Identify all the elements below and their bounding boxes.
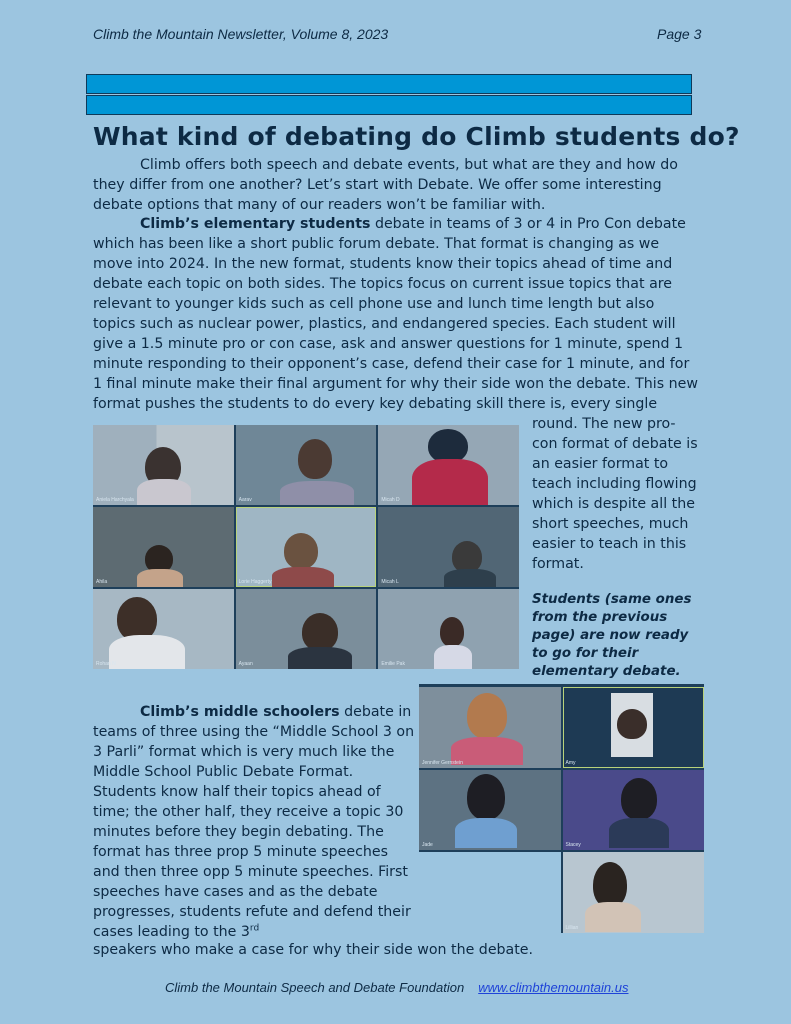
participant-name: Jennifer Gernstein xyxy=(422,759,463,766)
video-tile xyxy=(93,507,234,587)
participant-name: Lorie Haggerty xyxy=(238,579,272,585)
middle-school-text: debate in teams of three using the “Middle School 3 on 3 Parli” format which is very much like the Middle School Public Debate Format. Students know half their topics ahead of time; the other half, they receive a topic 30 minutes before they begin debating. The format has three prop 5 minute speeches and then three opp 5 minute speeches. First speeches have cases and as the debate progresses, students refute and defend their cases leading to the 3 xyxy=(93,704,415,940)
participant-name: Ahila xyxy=(96,579,108,585)
participant-name: Aarav xyxy=(238,497,252,503)
participant-name: Emilie Pak xyxy=(381,661,405,667)
page-number: Page 3 xyxy=(657,26,702,42)
middle-school-zoom-photo xyxy=(419,684,704,933)
middle-school-paragraph xyxy=(93,702,415,942)
intro-paragraph: Climb offers both speech and debate events, but what are they and how do they differ from one another? Let’s start with Debate. We offer some interesting debate options that many of our readers won’t be familiar with. xyxy=(93,157,678,213)
participant-name: Ayaan xyxy=(238,661,253,667)
video-tile-empty xyxy=(419,852,561,933)
elementary-paragraph xyxy=(93,214,699,414)
participant-name: Stacey xyxy=(565,842,581,849)
photo-caption: Students (same ones from the previous page) are now ready to go for their elementary debate. xyxy=(532,592,692,679)
participant-name: Rohan N xyxy=(96,661,116,667)
footer-website-link[interactable]: www.climbthemountain.us xyxy=(478,980,629,995)
video-tile xyxy=(378,589,519,669)
video-tile xyxy=(236,507,377,587)
elementary-text: debate in teams of 3 or 4 in Pro Con debate which has been like a short public forum debate. That format is changing as we move into 2024. In the new format, students know their topics ahead of time and debate each topic on both sides. The topics focus on current issue topics that are relevant to younger kids such as cell phone use and lunch time length but also topics such as nuclear power, plastics, and endangered species. Each student will give a 1.5 minute pro or con case, ask and answer questions for 1 minute, spend 1 minute responding to their opponent’s case, defend their case for 1 minute, and for 1 final minute make their final argument for why their side won the debate. This new format pushes the students to do every key debating skill there is, every single xyxy=(93,216,698,412)
page-title: What kind of debating do Climb students do? xyxy=(93,122,740,151)
footer-org: Climb the Mountain Speech and Debate Foundation xyxy=(165,980,465,995)
video-tile xyxy=(93,425,234,505)
video-tile xyxy=(378,425,519,505)
footer xyxy=(165,980,629,995)
video-tile xyxy=(93,589,234,669)
banner-bar-bottom xyxy=(86,95,692,115)
video-tile xyxy=(236,425,377,505)
video-tile xyxy=(419,770,561,851)
video-tile xyxy=(563,770,705,851)
ordinal-suffix: rd xyxy=(249,923,260,934)
elementary-paragraph-wrap: round. The new pro-con format of debate is an easier format to teach including flowing which is despite all the short speeches, much easier to teach in this format. xyxy=(532,416,698,572)
video-tile xyxy=(378,507,519,587)
participant-name: Micah D xyxy=(381,497,400,503)
newsletter-header: Climb the Mountain Newsletter, Volume 8, 2023 xyxy=(93,26,389,42)
participant-name: Aniela Harchyala xyxy=(96,497,134,503)
participant-name: Lillian xyxy=(565,924,579,931)
middle-school-paragraph-tail: speakers who make a case for why their side won the debate. xyxy=(93,942,534,958)
participant-name: Jade xyxy=(422,842,433,849)
participant-name: Amy xyxy=(565,759,576,766)
video-tile xyxy=(419,687,561,768)
video-tile xyxy=(563,852,705,933)
banner-bar-top xyxy=(86,74,692,94)
elementary-zoom-photo xyxy=(93,425,519,669)
video-tile xyxy=(236,589,377,669)
middle-school-lead: Climb’s middle schoolers xyxy=(140,704,340,720)
video-tile xyxy=(563,687,705,768)
elementary-lead: Climb’s elementary students xyxy=(140,216,371,232)
participant-name: Micah L xyxy=(381,579,399,585)
